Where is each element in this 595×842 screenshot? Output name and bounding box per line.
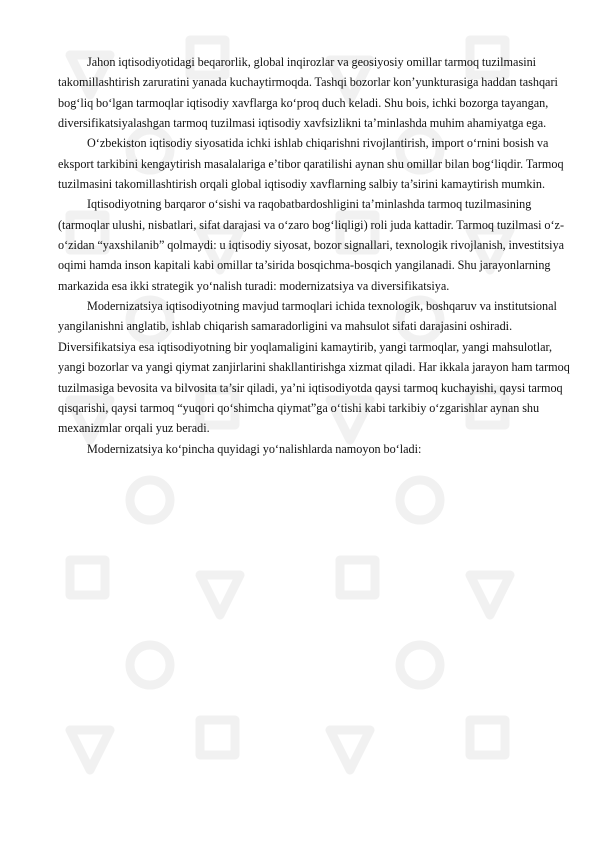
paragraph: Modernizatsiya ko‘pincha quyidagi yo‘nalishlarda namoyon bo‘ladi: (87, 441, 422, 456)
paragraph: Jahon iqtisodiyotidagi beqarorlik, global inqirozlar va geosiyosiy omillar tarmoq tuzilmasini takomillashtirish zaruratini yanada kuchaytirmoqda. Tashqi bozorlar kon’yunkturasiga haddan tashqari bog‘liq bo‘lgan tarmoqlar iqtisodiy xavflarga ko‘proq duch keladi. Shu bois, ichki bozorga tayangan, diversifikatsiyalashgan tarmoq tuzilmasi iqtisodiy xavfsizlikni ta’minlashda muhim ahamiyatga ega. (58, 55, 558, 131)
paragraph: O‘zbekiston iqtisodiy siyosatida ichki ishlab chiqarishni rivojlantirish, import o‘rnini bosish va eksport tarkibini kengaytirish masalalariga e’tibor qaratilishi aynan shu omillar bilan bog‘liqdir. Tarmoq tuzilmasini takomillashtirish orqali global iqtisodiy xavflarning salbiy ta’sirini kamaytirish mumkin. (58, 136, 564, 192)
paragraph: Iqtisodiyotning barqaror o‘sishi va raqobatbardoshligini ta’minlashda tarmoq tuzilmasining (tarmoqlar ulushi, nisbatlari, sifat darajasi va o‘zaro bog‘liqligi) roli juda kattadir. Tarmoq tuzilmasi o‘z-o‘zidan “yaxshilanib” qolmaydi: u iqtisodiy siyosat, bozor signallari, texnologik rivojlanish, investitsiya oqimi hamda inson kapitali kabi omillar ta’sirida bosqichma-bosqich yangilanadi. Shu jarayonlarning markazida esa ikki strategik yo‘nalish turadi: modernizatsiya va diversifikatsiya. (58, 197, 565, 293)
paragraph: Modernizatsiya iqtisodiyotning mavjud tarmoqlari ichida texnologik, boshqaruv va institutsional yangilanishni anglatib, ishlab chiqarish samaradorligini va mahsulot sifati darajasini oshiradi. Diversifikatsiya esa iqtisodiyotning bir yoqlamaligini kamaytirib, yangi tarmoqlar, yangi mahsulotlar, yangi bozorlar va yangi qiymat zanjirlarini shakllantirishga xizmat qiladi. Har ikkala jarayon ham tarmoq tuzilmasiga bevosita va bilvosita ta’sir qiladi, ya’ni iqtisodiyotda qaysi tarmoq kuchayishi, qaysi tarmoq qisqarishi, qaysi tarmoq “yuqori qo‘shimcha qiymat”ga o‘tishi kabi tarkibiy o‘zgarishlar aynan shu mexanizmlar orqali yuz beradi. (58, 299, 570, 436)
body-text (58, 52, 570, 459)
